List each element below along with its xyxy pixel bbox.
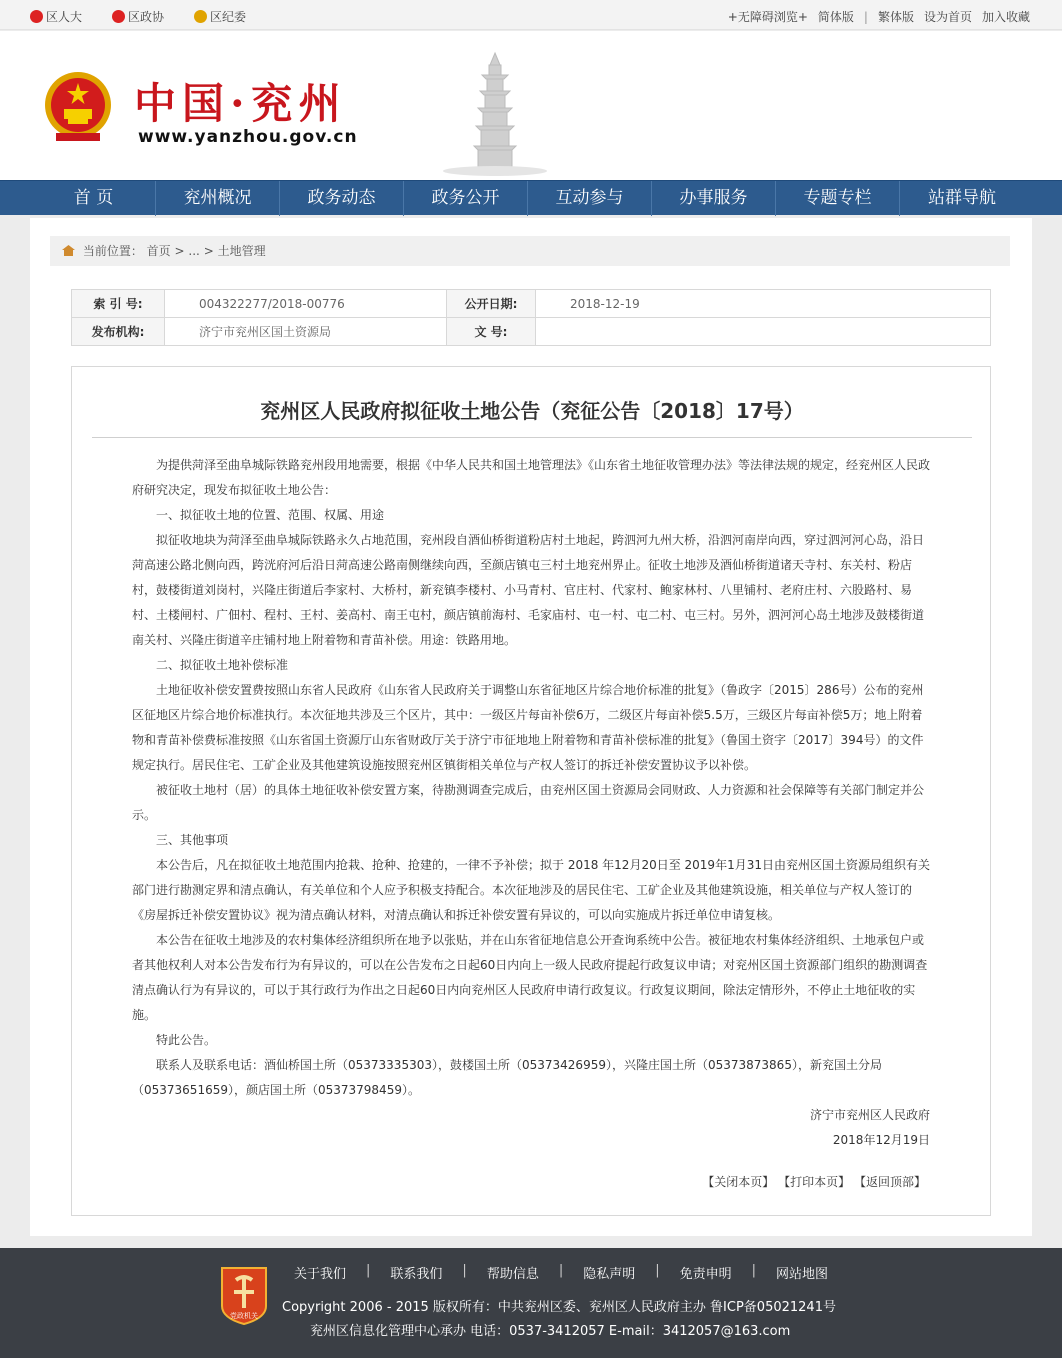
section-heading: 三、其他事项 bbox=[156, 833, 229, 847]
docno-value bbox=[536, 318, 991, 346]
close-page-link[interactable]: 【关闭本页】 bbox=[702, 1175, 775, 1189]
simplified-link[interactable]: 简体版 bbox=[817, 10, 854, 24]
breadcrumb bbox=[50, 236, 1010, 266]
section-heading: 二、拟征收土地补偿标准 bbox=[156, 658, 289, 672]
pagoda-icon bbox=[440, 51, 550, 176]
accessibility-link[interactable]: +无障碍浏览+ bbox=[727, 10, 808, 24]
site-header bbox=[0, 31, 1062, 180]
badge-text: 党政机关 bbox=[230, 1312, 258, 1320]
about-link[interactable]: 关于我们 bbox=[294, 1267, 347, 1282]
nav-home[interactable]: 首 页 bbox=[32, 181, 156, 216]
site-url: www.yanzhou.gov.cn bbox=[138, 127, 358, 147]
nav-public-affairs[interactable]: 政务公开 bbox=[404, 181, 528, 216]
index-label: 索 引 号: bbox=[72, 290, 165, 318]
signature-block bbox=[810, 1103, 930, 1153]
document-meta-table bbox=[71, 289, 991, 346]
divider: | bbox=[366, 1263, 371, 1278]
paragraph: 土地征收补偿安置费按照山东省人民政府《山东省人民政府关于调整山东省征地区片综合地价标准的批复》（鲁政字〔2015〕286号）公布的兖州区征地区片综合地价标准执行。本次征地共涉及三个区片，其中：一级区片每亩补偿6万，二级区片每亩补偿5.5万，三级区片每亩补偿5万；地上附着物和青苗补偿费标准按照《山东省国土资源厅山东省财政厅关于济宁市征地地上附着物和青苗补偿标准的批复》（鲁国土资字〔2017〕394号）的文件规定执行。居民住宅、工矿企业及其他建筑设施按照兖州区镇街相关单位与产权人签订的拆迁补偿安置协议予以补偿。 bbox=[132, 683, 924, 772]
breadcrumb-separator: > bbox=[174, 244, 185, 258]
paragraph: 被征收土地村（居）的具体土地征收补偿安置方案，待勘测调查完成后，由兖州区国土资源局会同财政、人力资源和社会保障等有关部门制定并公示。 bbox=[132, 783, 925, 822]
contact-line: 兖州区信息化管理中心承办 电话：0537-3412057 E-mail：3412057@163.com bbox=[310, 1324, 791, 1339]
paragraph: 联系人及联系电话：酒仙桥国土所（05373335303），鼓楼国土所（05373426959），兴隆庄国土所（05373873865），新兖国土分局（05373651659），颜店国土所（05373798459）。 bbox=[132, 1058, 882, 1097]
docno-label: 文 号: bbox=[447, 318, 536, 346]
zhengxie-link[interactable]: 区政协 bbox=[112, 8, 164, 25]
traditional-link[interactable]: 繁体版 bbox=[877, 10, 914, 24]
contact-link[interactable]: 联系我们 bbox=[390, 1267, 443, 1282]
home-icon bbox=[62, 245, 75, 256]
renda-emblem-icon bbox=[30, 10, 43, 23]
divider: | bbox=[462, 1263, 467, 1278]
breadcrumb-label: 当前位置： bbox=[82, 244, 143, 258]
nav-interaction[interactable]: 互动参与 bbox=[528, 181, 652, 216]
paragraph: 为提供菏泽至曲阜城际铁路兖州段用地需要，根据《中华人民共和国土地管理法》《山东省土地征收管理办法》等法律法规的规定，经兖州区人民政府研究决定，现发布拟征收土地公告： bbox=[132, 458, 931, 497]
zhengxie-emblem-icon bbox=[112, 10, 125, 23]
sitemap-link[interactable]: 网站地图 bbox=[776, 1267, 829, 1282]
renda-link[interactable]: 区人大 bbox=[30, 8, 82, 25]
set-homepage-link[interactable]: 设为首页 bbox=[923, 10, 972, 24]
jiwei-link[interactable]: 区纪委 bbox=[194, 8, 246, 25]
article-title: 兖州区人民政府拟征收土地公告（兖征公告〔2018〕17号） bbox=[260, 399, 804, 423]
divider: | bbox=[655, 1263, 660, 1278]
paragraph: 本公告后，凡在拟征收土地范围内抢栽、抢种、抢建的，一律不予补偿；拟于 2018 年12月20日至 2019年1月31日由兖州区国土资源局组织有关部门进行勘测定界和清点确认，有关单位和个人应予积极支持配合。本次征地涉及的居民住宅、工矿企业及其他建筑设施，相关单位与产权人签订的《房屋拆迁补偿安置协议》视为清点确认材料，对清点确认和拆迁补偿安置有异议的，可以向实施成片拆迁单位申请复核。 bbox=[132, 858, 930, 922]
related-sites bbox=[30, 8, 276, 25]
title-divider bbox=[92, 437, 972, 438]
nav-services[interactable]: 办事服务 bbox=[652, 181, 776, 216]
print-page-link[interactable]: 【打印本页】 bbox=[778, 1175, 851, 1189]
copyright-line: Copyright 2006 - 2015 版权所有：中共兖州区委、兖州区人民政府主办 鲁ICP备05021241号 bbox=[282, 1300, 836, 1315]
divider: | bbox=[751, 1263, 757, 1278]
site-title: 中国·兖州 bbox=[134, 79, 347, 128]
footer-links bbox=[282, 1263, 840, 1282]
nav-overview[interactable]: 兖州概况 bbox=[156, 181, 280, 216]
disclaimer-link[interactable]: 免责申明 bbox=[679, 1267, 732, 1282]
add-favorite-link[interactable]: 加入收藏 bbox=[981, 10, 1030, 24]
divider: | bbox=[558, 1263, 564, 1278]
party-government-badge-icon[interactable] bbox=[218, 1266, 270, 1326]
sign-date: 2018年12月19日 bbox=[832, 1133, 930, 1147]
site-tools bbox=[718, 8, 1030, 25]
article bbox=[71, 366, 991, 1216]
signature: 济宁市兖州区人民政府 bbox=[809, 1108, 930, 1122]
index-value: 004322277/2018-00776 bbox=[165, 290, 447, 318]
content-container bbox=[30, 218, 1032, 1236]
party-emblem-icon bbox=[194, 10, 207, 23]
breadcrumb-current[interactable]: 土地管理 bbox=[217, 244, 266, 258]
section-heading: 一、拟征收土地的位置、范围、权属、用途 bbox=[156, 508, 385, 522]
page-actions bbox=[702, 1173, 926, 1190]
date-value: 2018-12-19 bbox=[536, 290, 991, 318]
back-to-top-link[interactable]: 【返回顶部】 bbox=[853, 1175, 926, 1189]
nav-topics[interactable]: 专题专栏 bbox=[776, 181, 900, 216]
national-emblem-icon bbox=[42, 69, 114, 147]
site-footer bbox=[0, 1248, 1062, 1358]
org-label: 发布机构: bbox=[72, 318, 165, 346]
article-body bbox=[132, 453, 932, 1103]
paragraph: 特此公告。 bbox=[156, 1033, 217, 1047]
paragraph: 本公告在征收土地涉及的农村集体经济组织所在地予以张贴，并在山东省征地信息公开查询系统中公告。被征地农村集体经济组织、土地承包户或者其他权利人对本公告发布行为有异议的，可以在公告发布之日起60日内向上一级人民政府提起行政复议申请；对兖州区国土资源部门组织的勘测调查清点确认行为有异议的，可以于其行政行为作出之日起60日内向兖州区人民政府申请行政复议。行政复议期间，除法定情形外，不停止土地征收的实施。 bbox=[132, 933, 928, 1022]
top-utility-bar bbox=[0, 0, 1062, 30]
breadcrumb-home[interactable]: 首页 bbox=[146, 244, 171, 258]
breadcrumb-ellipsis[interactable]: ... bbox=[188, 244, 200, 258]
org-value: 济宁市兖州区国土资源局 bbox=[165, 318, 447, 346]
nav-news[interactable]: 政务动态 bbox=[280, 181, 404, 216]
privacy-link[interactable]: 隐私声明 bbox=[583, 1267, 636, 1282]
main-nav bbox=[0, 180, 1062, 215]
nav-site-group[interactable]: 站群导航 bbox=[928, 188, 996, 208]
date-label: 公开日期: bbox=[447, 290, 536, 318]
paragraph: 拟征收地块为菏泽至曲阜城际铁路永久占地范围，兖州段自酒仙桥街道粉店村土地起，跨泗河九州大桥，沿泗河南岸向西，穿过泗河河心岛，沿日菏高速公路北侧向西，跨洸府河后沿日菏高速公路南侧继续向西，至颜店镇屯三村土地兖州界止。征收土地涉及酒仙桥街道诸天寺村、东关村、粉店村，鼓楼街道刘岗村，兴隆庄街道后李家村、大桥村，新兖镇李楼村、小马青村、官庄村、代家村、鲍家林村、八里铺村、老府庄村、六股路村、易村、土楼闸村、广佃村、程村、王村、姜高村、南王屯村，颜店镇前海村、毛家庙村、屯一村、屯二村、屯三村。另外，泗河河心岛土地涉及鼓楼街道南关村、兴隆庄街道辛庄铺村地上附着物和青苗补偿。用途：铁路用地。 bbox=[132, 533, 925, 647]
divider: | bbox=[863, 9, 868, 24]
breadcrumb-separator: > bbox=[203, 244, 214, 258]
help-link[interactable]: 帮助信息 bbox=[486, 1267, 539, 1282]
